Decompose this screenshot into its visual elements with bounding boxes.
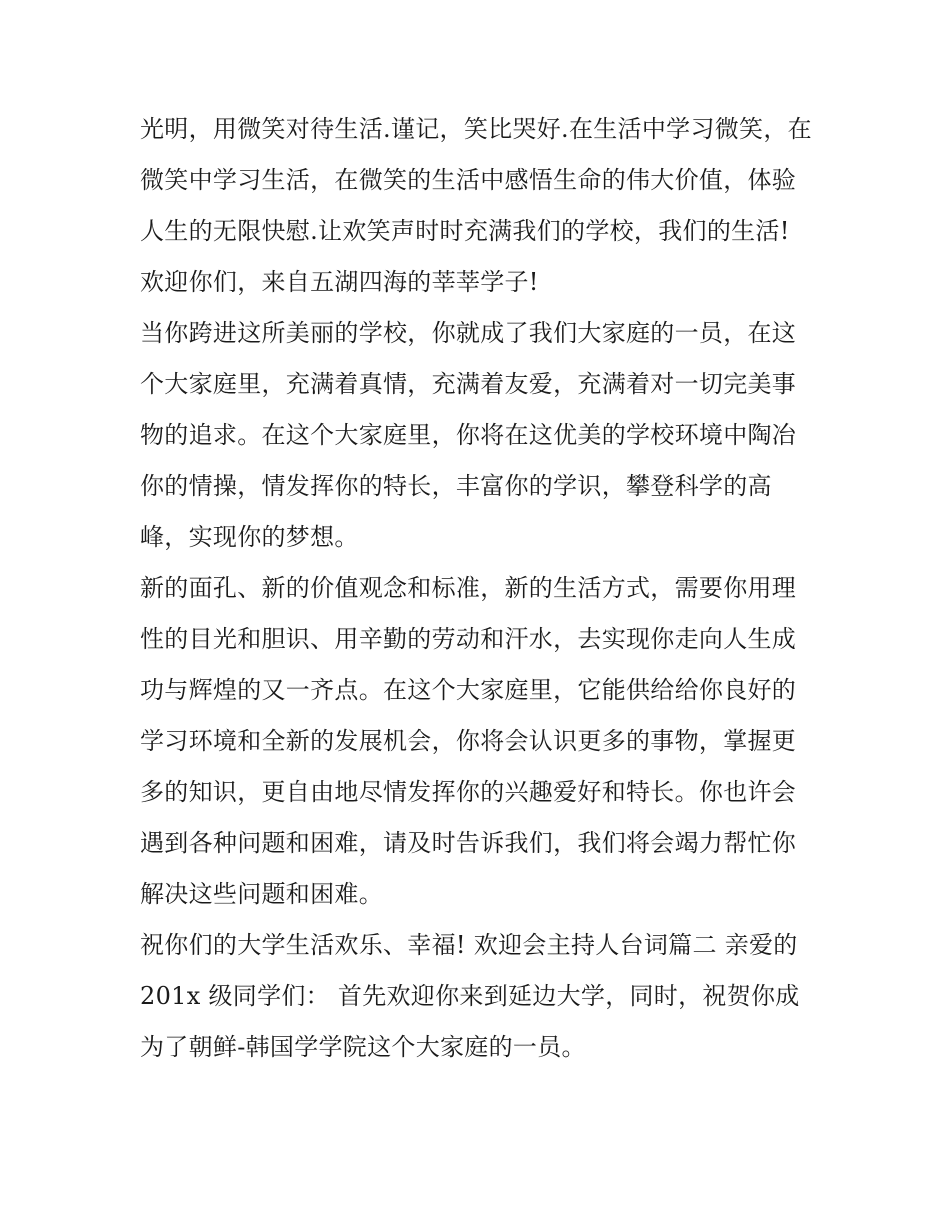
document-body: [140, 104, 820, 1073]
paragraph-new-life: 新的面孔、新的价值观念和标准，新的生活方式，需要你用理性的目光和胆识、用辛勤的劳动和汗水，去实现你走向人生成功与辉煌的又一齐点。在这个大家庭里，它能供给给你良好的学习环境和全新的发展机会，你将会认识更多的事物，掌握更多的知识，更自由地尽情发挥你的兴趣爱好和特长。你也许会遇到各种问题和困难，请及时告诉我们，我们将会竭力帮忙你解决这些问题和困难。: [140, 574, 797, 908]
paragraph-welcome: 欢迎你们，来自五湖四海的莘莘学子!: [140, 268, 539, 296]
paragraph-family: 当你跨进这所美丽的学校，你就成了我们大家庭的一员，在这个大家庭里，充满着真情，充满着友爱，充满着对一切完美事物的追求。在这个大家庭里，你将在这优美的学校环境中陶冶你的情操，情发挥你的特长，丰富你的学识，攀登科学的高峰，实现你的梦想。: [140, 319, 797, 551]
paragraph-smile: 光明，用微笑对待生活.谨记，笑比哭好.在生活中学习微笑，在微笑中学习生活，在微笑的生活中感悟生命的伟大价值，体验人生的无限快慰.让欢笑声时时充满我们的学校，我们的生活!: [140, 115, 812, 245]
paragraph-wishes: 祝你们的大学生活欢乐、幸福! 欢迎会主持人台词篇二 亲爱的 201x 级同学们： 首先欢迎你来到延边大学，同时，祝贺你成为了朝鲜-韩国学学院这个大家庭的一员。: [140, 931, 800, 1061]
